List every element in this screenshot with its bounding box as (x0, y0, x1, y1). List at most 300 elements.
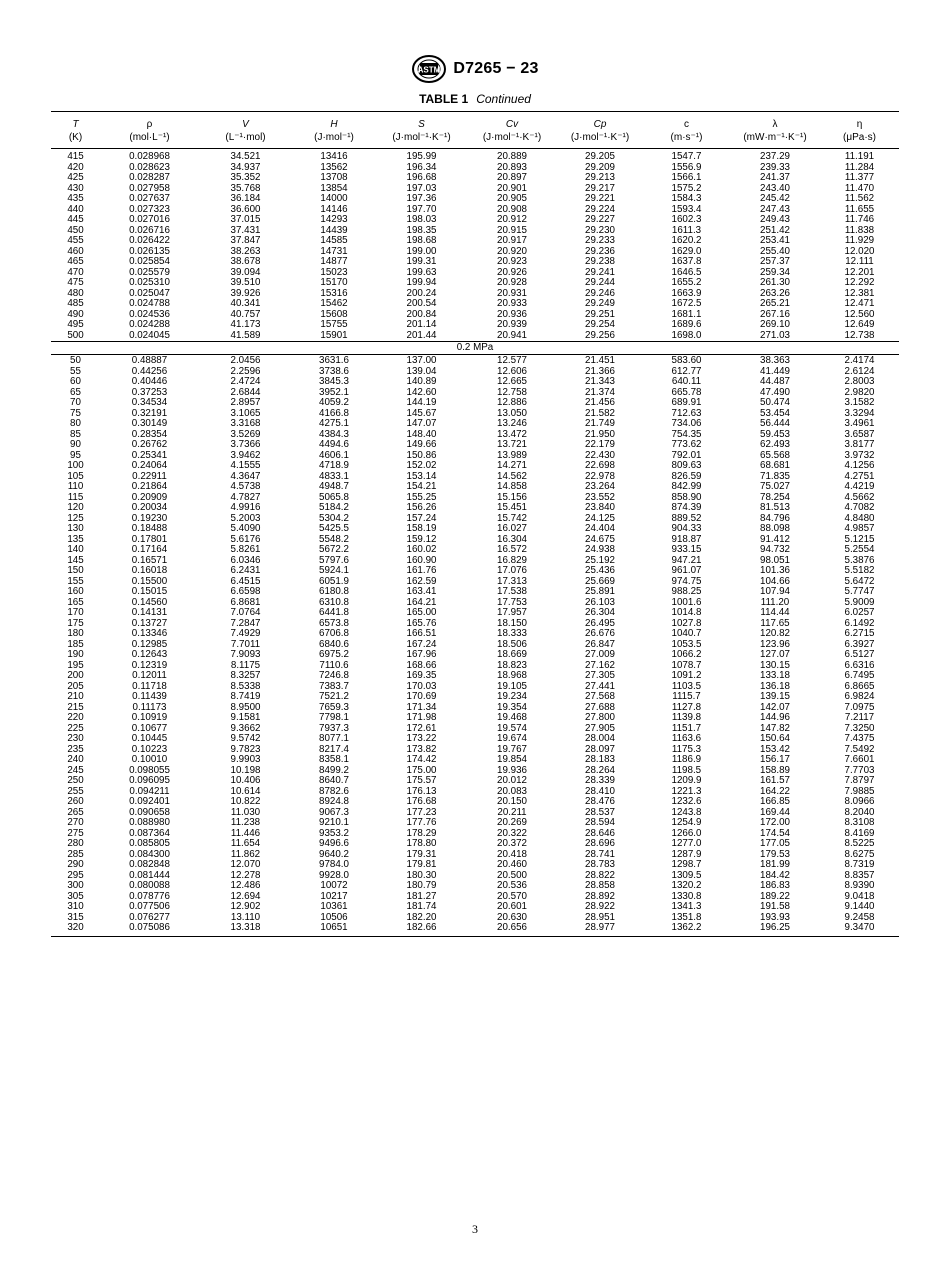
table-cell: 20.917 (497, 235, 527, 246)
table-cell: 1602.3 (671, 214, 702, 225)
table-cell: 712.63 (671, 407, 702, 419)
table-cell: 5425.5 (319, 523, 349, 534)
table-cell: 29.205 (585, 151, 615, 162)
table-cell: 0.37253 (131, 386, 168, 398)
table-cell: 918.87 (671, 533, 702, 545)
table-cell: 0.024288 (129, 319, 170, 330)
table-cell: 4718.9 (319, 460, 349, 471)
table-cell: 3845.3 (319, 376, 349, 387)
table-cell: 22.698 (585, 460, 615, 471)
table-cell: 7.5492 (844, 743, 875, 755)
table-cell: 961.07 (671, 565, 702, 576)
table-cell: 165.00 (406, 607, 437, 618)
table-cell: 465 (67, 256, 84, 267)
table-cell: 0.21864 (131, 481, 168, 492)
table-row (51, 152, 899, 163)
table-cell: 225 (67, 722, 84, 734)
table-row (51, 860, 899, 871)
table-row (51, 299, 899, 310)
table-cell: 4275.1 (319, 418, 349, 429)
table-row (51, 524, 899, 535)
table-cell: 300 (67, 880, 84, 891)
table-cell: 11.862 (230, 848, 261, 860)
table-cell: 50.474 (760, 397, 790, 408)
table-cell: 139.15 (760, 691, 790, 702)
table-row (51, 629, 899, 640)
table-cell: 20.936 (497, 308, 527, 320)
table-cell: 8.5225 (844, 838, 875, 849)
table-cell: 12.738 (844, 329, 875, 341)
table-cell: 7.0975 (844, 701, 875, 713)
table-cell: 85 (70, 428, 81, 440)
table-cell: 10506 (320, 911, 348, 923)
table-cell: 20.536 (497, 880, 527, 891)
table-cell: 101.36 (760, 565, 790, 576)
table-cell: 7.9093 (230, 649, 261, 660)
table-cell: 7.4375 (844, 733, 875, 744)
table-cell: 24.404 (585, 523, 615, 534)
table-cell: 20.901 (497, 182, 527, 194)
table-cell: 65 (70, 386, 81, 398)
table-cell: 0.32191 (131, 407, 168, 419)
table-row (51, 377, 899, 388)
table-cell: 142.60 (406, 386, 437, 398)
table-cell: 14.562 (497, 470, 527, 482)
table-cell: 1151.7 (671, 722, 702, 734)
table-cell: 7.0764 (230, 607, 261, 618)
table-cell: 28.410 (585, 785, 615, 797)
table-cell: 315 (67, 911, 84, 923)
table-cell: 1547.7 (671, 151, 702, 162)
table-cell: 11.191 (844, 151, 875, 162)
table-cell: 20.372 (497, 838, 527, 849)
table-cell: 8.5338 (230, 680, 261, 692)
table-cell: 0.12319 (131, 659, 168, 671)
table-cell: 117.65 (760, 617, 790, 629)
table-cell: 41.449 (760, 365, 790, 377)
table-cell: 41.589 (230, 329, 261, 341)
table-cell: 4494.6 (319, 439, 349, 450)
table-cell: 44.487 (760, 376, 790, 387)
column-header-cp: Cp (J·mol⁻¹·K⁻¹) (570, 119, 630, 143)
table-cell: 2.4174 (844, 355, 875, 366)
table-row (51, 461, 899, 472)
table-cell: 130.15 (760, 659, 790, 671)
table-cell: 210 (67, 691, 84, 702)
table-cell: 1620.2 (671, 235, 702, 246)
table-cell: 26.103 (585, 596, 615, 608)
table-cell: 11.746 (844, 214, 875, 225)
table-cell: 9640.2 (319, 848, 349, 860)
table-cell: 4833.1 (319, 470, 349, 482)
table-title (0, 92, 950, 106)
table-cell: 1277.0 (671, 838, 702, 849)
table-cell: 1689.6 (671, 319, 702, 330)
table-cell: 16.304 (497, 533, 527, 545)
table-cell: 20.460 (497, 859, 527, 870)
table-cell: 3.1065 (230, 407, 261, 419)
table-cell: 12.020 (844, 245, 875, 257)
table-cell: 13.318 (230, 922, 261, 933)
table-cell: 18.968 (497, 670, 527, 681)
table-cell: 6.3927 (844, 638, 875, 650)
table-cell: 689.91 (671, 397, 702, 408)
table-cell: 6840.6 (319, 638, 349, 650)
table-cell: 25.891 (585, 586, 615, 597)
table-cell: 0.11173 (132, 701, 167, 713)
table-cell: 20.926 (497, 266, 527, 278)
table-cell: 237.29 (760, 151, 790, 162)
table-cell: 180 (67, 628, 84, 639)
table-cell: 0.16018 (131, 565, 168, 576)
table-cell: 0.084300 (129, 848, 170, 860)
table-cell: 167.24 (406, 638, 437, 650)
table-cell: 27.688 (585, 701, 615, 713)
table-cell: 140 (67, 544, 84, 555)
table-cell: 0.088980 (129, 817, 170, 828)
table-cell: 7.9885 (844, 785, 875, 797)
table-cell: 28.696 (585, 838, 615, 849)
table-cell: 7.4929 (230, 628, 261, 639)
table-cell: 177.05 (760, 838, 790, 849)
table-cell: 197.03 (406, 182, 437, 194)
table-cell: 13.472 (497, 428, 527, 440)
table-cell: 19.936 (497, 764, 527, 776)
table-cell: 12.758 (497, 386, 527, 398)
table-label: TABLE 1 (419, 92, 469, 106)
table-cell: 12.886 (497, 397, 527, 408)
table-cell: 267.16 (760, 308, 790, 320)
table-cell: 20.941 (497, 329, 527, 341)
table-cell: 27.800 (585, 712, 615, 723)
table-cell: 5.8261 (230, 544, 261, 555)
table-cell: 27.568 (585, 691, 615, 702)
table-cell: 19.468 (497, 712, 527, 723)
table-cell: 53.454 (760, 407, 790, 419)
table-cell: 29.244 (585, 277, 615, 288)
table-cell: 612.77 (671, 365, 702, 377)
table-cell: 171.98 (406, 712, 437, 723)
table-cell: 23.264 (585, 481, 615, 492)
table-cell: 182.20 (406, 911, 437, 923)
table-cell: 15.451 (497, 502, 527, 513)
table-cell: 1115.7 (672, 691, 701, 702)
table-cell: 20.939 (497, 319, 527, 330)
table-cell: 0.12011 (132, 670, 167, 681)
table-cell: 110 (67, 481, 84, 492)
table-cell: 140.89 (406, 376, 437, 387)
table-cell: 165 (67, 596, 84, 608)
table-cell: 191.58 (760, 901, 790, 912)
table-cell: 6.2715 (844, 628, 875, 639)
table-cell: 20.601 (497, 901, 527, 912)
table-cell: 13.110 (230, 911, 261, 923)
table-cell: 240 (67, 754, 84, 765)
table-cell: 7659.3 (319, 701, 349, 713)
table-row (51, 236, 899, 247)
table-row (51, 566, 899, 577)
table-cell: 9.1581 (230, 712, 261, 723)
table-cell: 29.217 (585, 182, 615, 194)
table-cell: 16.829 (497, 554, 527, 566)
table-cell: 195 (67, 659, 84, 671)
table-cell: 0.026135 (129, 245, 170, 257)
table-cell: 29.224 (585, 203, 615, 215)
table-cell: 22.430 (585, 449, 615, 461)
table-cell: 0.18488 (131, 523, 168, 534)
table-cell: 8.3257 (230, 670, 261, 681)
table-cell: 198.35 (406, 224, 437, 236)
table-cell: 28.097 (585, 743, 615, 755)
table-cell: 4.3647 (230, 470, 261, 482)
table-cell: 485 (67, 298, 84, 309)
table-cell: 265.21 (760, 298, 790, 309)
table-cell: 29.238 (585, 256, 615, 267)
table-cell: 27.305 (585, 670, 615, 681)
table-cell: 178.29 (406, 827, 437, 839)
table-cell: 5672.2 (319, 544, 349, 555)
table-cell: 3.3168 (230, 418, 261, 429)
table-cell: 136.18 (760, 680, 790, 692)
table-cell: 5065.8 (319, 491, 349, 503)
table-cell: 6.5127 (844, 649, 875, 660)
table-cell: 4948.7 (319, 481, 349, 492)
table-cell: 199.63 (406, 266, 437, 278)
table-cell: 145.67 (406, 407, 437, 419)
table-cell: 7.2847 (230, 617, 261, 629)
table-cell: 6441.8 (319, 607, 349, 618)
table-cell: 4.4219 (844, 481, 875, 492)
table-cell: 21.456 (585, 397, 615, 408)
table-cell: 0.027637 (129, 193, 170, 204)
table-cell: 0.024045 (129, 329, 170, 341)
table-cell: 94.732 (760, 544, 790, 555)
table-cell: 20.269 (497, 817, 527, 828)
table-cell: 4606.1 (319, 449, 349, 461)
table-cell: 1637.8 (671, 256, 702, 267)
table-cell: 6.0257 (844, 607, 875, 618)
table-cell: 13.721 (497, 439, 527, 450)
table-cell: 14.858 (497, 481, 527, 492)
table-cell: 809.63 (671, 460, 702, 471)
table-cell: 182.66 (406, 922, 437, 933)
table-cell: 196.68 (406, 172, 437, 183)
table-cell: 15.742 (497, 512, 527, 524)
table-cell: 6.8681 (230, 596, 261, 608)
table-cell: 4.7082 (844, 502, 875, 513)
table-cell: 5.3876 (844, 554, 875, 566)
table-body-top (51, 149, 899, 341)
table-cell: 160.90 (406, 554, 437, 566)
table-cell: 14731 (320, 245, 348, 257)
table-cell: 1266.0 (671, 827, 702, 839)
table-cell: 177.23 (406, 806, 437, 818)
table-cell: 11.655 (844, 203, 875, 215)
table-cell: 34.521 (230, 151, 261, 162)
table-cell: 13708 (320, 172, 348, 183)
table-cell: 0.075086 (129, 922, 170, 933)
table-cell: 19.767 (497, 743, 527, 755)
table-cell: 28.977 (585, 922, 615, 933)
table-cell: 105 (67, 470, 84, 482)
table-cell: 4384.3 (319, 428, 349, 440)
column-header-rho: ρ (mol·L⁻¹) (129, 119, 170, 143)
table-cell: 88.098 (760, 523, 790, 534)
table-cell: 10651 (320, 922, 348, 933)
table-row (51, 545, 899, 556)
table-row (51, 734, 899, 745)
table-cell: 19.674 (497, 733, 527, 744)
table-cell: 29.227 (585, 214, 615, 225)
table-cell: 20.893 (497, 161, 527, 173)
table-cell: 0.028623 (129, 161, 170, 173)
table-cell: 5.5182 (844, 565, 875, 576)
table-cell: 68.681 (760, 460, 790, 471)
table-cell: 28.537 (585, 806, 615, 818)
table-cell: 7521.2 (319, 691, 349, 702)
table-cell: 269.10 (760, 319, 790, 330)
table-cell: 17.538 (497, 586, 527, 597)
table-cell: 20.150 (497, 796, 527, 807)
table-cell: 470 (67, 266, 84, 278)
table-cell: 176.68 (406, 796, 437, 807)
table-cell: 1593.4 (671, 203, 702, 215)
table-cell: 0.13727 (131, 617, 168, 629)
table-cell: 179.81 (406, 859, 437, 870)
table-cell: 26.495 (585, 617, 615, 629)
table-cell: 260 (67, 796, 84, 807)
table-cell: 198.68 (406, 235, 437, 246)
table-cell: 0.26762 (131, 439, 168, 450)
table-cell: 0.15015 (131, 586, 168, 597)
table-row (51, 320, 899, 331)
table-cell: 6.8665 (844, 680, 875, 692)
table-cell: 47.490 (760, 386, 790, 398)
table-cell: 161.57 (760, 775, 790, 786)
table-cell: 0.028968 (129, 151, 170, 162)
table-row (51, 713, 899, 724)
table-cell: 39.926 (230, 287, 261, 299)
table-cell: 27.905 (585, 722, 615, 734)
table-cell: 9210.1 (319, 817, 349, 828)
table-cell: 62.493 (760, 439, 790, 450)
table-cell: 1232.6 (671, 796, 702, 807)
table-cell: 2.2596 (230, 365, 261, 377)
table-cell: 5.4090 (230, 523, 261, 534)
table-cell: 826.59 (671, 470, 702, 482)
table-cell: 107.94 (760, 586, 790, 597)
table-cell: 0.16571 (131, 554, 168, 566)
table-cell: 7246.8 (319, 670, 349, 681)
table-cell: 2.4724 (230, 376, 261, 387)
table-cell: 26.676 (585, 628, 615, 639)
table-cell: 250 (67, 775, 84, 786)
table-cell: 7.8797 (844, 775, 875, 786)
table-cell: 0.025047 (129, 287, 170, 299)
table-cell: 24.938 (585, 544, 615, 555)
table-cell: 40.341 (230, 298, 261, 309)
table-cell: 0.11718 (132, 680, 167, 692)
table-cell: 0.40446 (131, 376, 168, 387)
table-cell: 150.64 (760, 733, 790, 744)
table-cell: 6051.9 (319, 575, 349, 587)
table-cell: 435 (67, 193, 84, 204)
table-cell: 28.004 (585, 733, 615, 744)
table-cell: 60 (70, 376, 81, 387)
table-cell: 175.57 (406, 775, 437, 786)
column-header-eta: η (μPa·s) (843, 119, 876, 143)
table-cell: 170.69 (406, 691, 437, 702)
table-cell: 425 (67, 172, 84, 183)
table-cell: 29.233 (585, 235, 615, 246)
table-cell: 583.60 (671, 355, 702, 366)
table-cell: 2.0456 (230, 355, 261, 366)
table-cell: 8.3108 (844, 817, 875, 828)
table-cell: 11.470 (844, 182, 875, 194)
table-cell: 0.081444 (129, 869, 170, 881)
table-cell: 6706.8 (319, 628, 349, 639)
table-cell: 177.76 (406, 817, 437, 828)
table-cell: 55 (70, 365, 81, 377)
table-cell: 14146 (320, 203, 348, 215)
table-cell: 9.7823 (230, 743, 261, 755)
table-cell: 120.82 (760, 628, 790, 639)
table-cell: 640.11 (671, 376, 702, 387)
table-cell: 1629.0 (671, 245, 702, 257)
table-cell: 8640.7 (319, 775, 349, 786)
table-cell: 4.2751 (844, 470, 875, 482)
table-cell: 200.24 (406, 287, 437, 299)
table-cell: 179.53 (760, 848, 790, 860)
table-cell: 480 (67, 287, 84, 299)
table-cell: 167.96 (406, 649, 437, 660)
table-cell: 15316 (320, 287, 348, 299)
table-body-bottom (51, 355, 899, 936)
table-cell: 16.027 (497, 523, 527, 534)
table-cell: 171.34 (406, 701, 437, 713)
table-cell: 5.2003 (230, 512, 261, 524)
table-cell: 22.179 (585, 439, 615, 450)
table-cell: 135 (67, 533, 84, 545)
table-cell: 12.649 (844, 319, 875, 330)
table-cell: 263.26 (760, 287, 790, 299)
table-cell: 2.8003 (844, 376, 875, 387)
table-cell: 25.192 (585, 554, 615, 566)
table-cell: 158.89 (760, 764, 790, 776)
table-cell: 6.4515 (230, 575, 261, 587)
table-cell: 18.823 (497, 659, 527, 671)
table-cell: 21.451 (585, 355, 615, 366)
table-cell: 17.076 (497, 565, 527, 576)
table-cell: 120 (67, 502, 84, 513)
table-cell: 12.902 (230, 901, 261, 912)
table-cell: 80 (70, 418, 81, 429)
table-cell: 29.256 (585, 329, 615, 341)
table-row (51, 398, 899, 409)
table-cell: 23.552 (585, 491, 615, 503)
table-cell: 249.43 (760, 214, 790, 225)
table-cell: 3.8177 (844, 439, 875, 450)
table-cell: 28.183 (585, 754, 615, 765)
table-cell: 8217.4 (319, 743, 349, 755)
table-cell: 12.694 (230, 890, 261, 902)
table-row (51, 173, 899, 184)
table-cell: 1681.1 (671, 308, 702, 320)
table-cell: 455 (67, 235, 84, 246)
table-cell: 28.741 (585, 848, 615, 860)
table-cell: 12.665 (497, 376, 527, 387)
table-cell: 14.271 (497, 460, 527, 471)
